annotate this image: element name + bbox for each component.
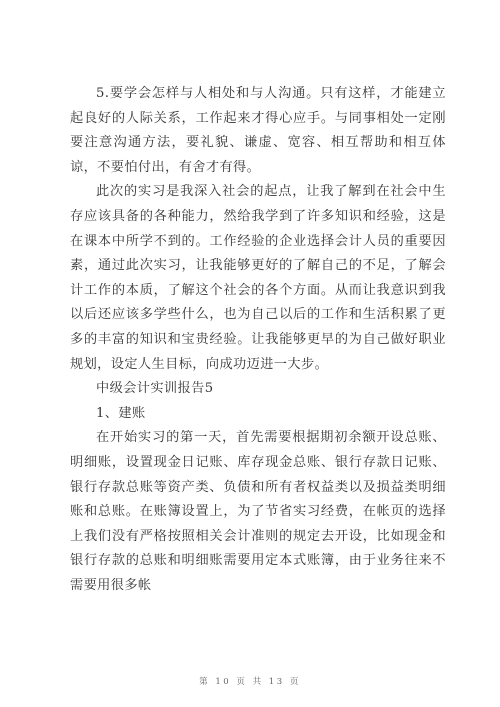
paragraph-bookkeeping: 在开始实习的第一天，首先需要根据期初余额开设总账、明细账，设置现金日记账、库存现金总账、银行存款日记账、银行存款总账等资产类、负债和所有者权益类以及损益类明细账和总账。在账簿设置上，为了节省实习经费，在帐页的选择上我们没有严格按照相关会计准则的规定去开设，比如现金和银行存款的总账和明细账需要用定本式账簿，由于业务往来不需要用很多帐 bbox=[70, 430, 446, 593]
page-footer: 第 10 页 共 13 页 bbox=[199, 677, 301, 687]
paragraph-internship-summary: 此次的实习是我深入社会的起点，让我了解到在社会中生存应该具备的各种能力，然给我学到了许多知识和经验，这是在课本中所学不到的。工作经验的企业选择会计人员的重要因素，通过此次实习，让我能够更好的了解自己的不足，了解会计工作的本质，了解这个社会的各个方面。从而让我意识到我以后还应该多学些什么，也为自己以后的工作和生活积累了更多的丰富的知识和宝贵经验。让我能够更早的为自己做好职业规划，设定人生目标，向成功迈进一大步。 bbox=[70, 184, 446, 372]
section-heading-bookkeeping: 1、建账 bbox=[96, 405, 146, 421]
report-heading: 中级会计实训报告5 bbox=[96, 381, 214, 397]
body-text bbox=[70, 82, 446, 598]
paragraph-communication: 5.要学会怎样与人相处和与人沟通。只有这样，才能建立起良好的人际关系，工作起来才得心应手。与同事相处一定刚要注意沟通方法，要礼貌、谦虚、宽容、相互帮助和相互体谅，不要怕付出，有舍才有得。 bbox=[70, 86, 446, 175]
